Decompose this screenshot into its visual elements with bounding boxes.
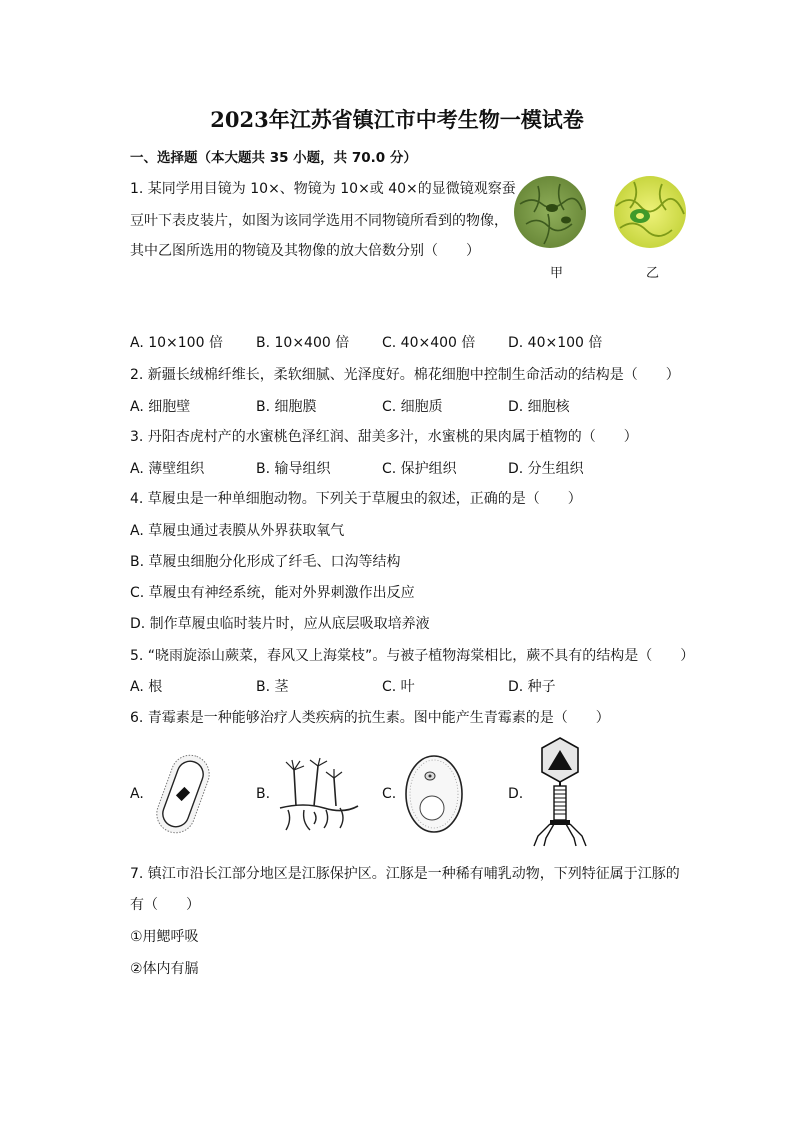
micrograph-jia <box>514 176 586 248</box>
q4-stem: 4. 草履虫是一种单细胞动物。下列关于草履虫的叙述，正确的是（ ） <box>130 491 582 507</box>
q6-option-d[interactable]: D. <box>508 786 524 802</box>
q2-option-a[interactable]: A. 细胞壁 <box>130 399 191 415</box>
q3-option-c[interactable]: C. 保护组织 <box>382 461 457 477</box>
q4-option-d[interactable]: D. 制作草履虫临时装片时，应从底层吸取培养液 <box>130 616 430 632</box>
q3-option-b[interactable]: B. 输导组织 <box>256 461 331 477</box>
q7-line-2: 有（ ） <box>130 897 200 913</box>
q7-line-1: 7. 镇江市沿长江部分地区是江豚保护区。江豚是一种稀有哺乳动物，下列特征属于江豚的 <box>130 866 680 882</box>
page-title: 2023年江苏省镇江市中考生物一模试卷 <box>210 107 584 132</box>
q1-option-a[interactable]: A. 10×100 倍 <box>130 335 223 351</box>
q1-micrograph-figure <box>512 174 692 254</box>
q2-option-d[interactable]: D. 细胞核 <box>508 399 570 415</box>
q5-option-b[interactable]: B. 茎 <box>256 679 289 695</box>
q6-option-c[interactable]: C. <box>382 786 397 802</box>
q2-stem: 2. 新疆长绒棉纤维长，柔软细腻、光泽度好。棉花细胞中控制生命活动的结构是（ ） <box>130 367 680 383</box>
q1-option-d[interactable]: D. 40×100 倍 <box>508 335 603 351</box>
q2-option-b[interactable]: B. 细胞膜 <box>256 399 317 415</box>
bacterium-icon <box>150 750 216 838</box>
q4-option-c[interactable]: C. 草履虫有神经系统，能对外界刺激作出反应 <box>130 585 415 601</box>
micrograph-label-yi: 乙 <box>646 266 660 281</box>
q5-option-a[interactable]: A. 根 <box>130 679 163 695</box>
q5-option-c[interactable]: C. 叶 <box>382 679 415 695</box>
q6-stem: 6. 青霉素是一种能够治疗人类疾病的抗生素。图中能产生青霉素的是（ ） <box>130 710 610 726</box>
q5-stem: 5. “晓雨旋添山蕨菜，春风又上海棠枝”。与被子植物海棠相比，蕨不具有的结构是（ ） <box>130 648 695 664</box>
q1-line-3: 其中乙图所选用的物镜及其物像的放大倍数分别（ ） <box>130 243 480 259</box>
bacteriophage-icon <box>528 736 592 848</box>
q6-option-b[interactable]: B. <box>256 786 271 802</box>
q2-option-c[interactable]: C. 细胞质 <box>382 399 443 415</box>
yeast-cell-icon <box>402 752 466 836</box>
q3-option-a[interactable]: A. 薄壁组织 <box>130 461 205 477</box>
q7-statement-1: ①用鳃呼吸 <box>130 929 199 945</box>
q7-statement-2: ②体内有膈 <box>130 961 199 977</box>
q1-line-1: 1. 某同学用目镜为 10×、物镜为 10×或 40×的显微镜观察蚕 <box>130 181 516 197</box>
q1-line-2: 豆叶下表皮装片，如图为该同学选用不同物镜所看到的物像， <box>130 213 508 229</box>
micrograph-yi <box>614 176 686 248</box>
q3-option-d[interactable]: D. 分生组织 <box>508 461 584 477</box>
q4-option-a[interactable]: A. 草履虫通过表膜从外界获取氧气 <box>130 523 345 539</box>
penicillium-mold-icon <box>274 756 360 834</box>
section-heading: 一、选择题（本大题共 35 小题，共 70.0 分） <box>130 150 417 166</box>
q4-option-b[interactable]: B. 草履虫细胞分化形成了纤毛、口沟等结构 <box>130 554 401 570</box>
micrograph-label-jia: 甲 <box>550 266 564 281</box>
q5-option-d[interactable]: D. 种子 <box>508 679 556 695</box>
q1-option-b[interactable]: B. 10×400 倍 <box>256 335 350 351</box>
q3-stem: 3. 丹阳杏虎村产的水蜜桃色泽红润、甜美多汁，水蜜桃的果肉属于植物的（ ） <box>130 429 638 445</box>
q6-option-a[interactable]: A. <box>130 786 144 802</box>
q1-option-c[interactable]: C. 40×400 倍 <box>382 335 476 351</box>
